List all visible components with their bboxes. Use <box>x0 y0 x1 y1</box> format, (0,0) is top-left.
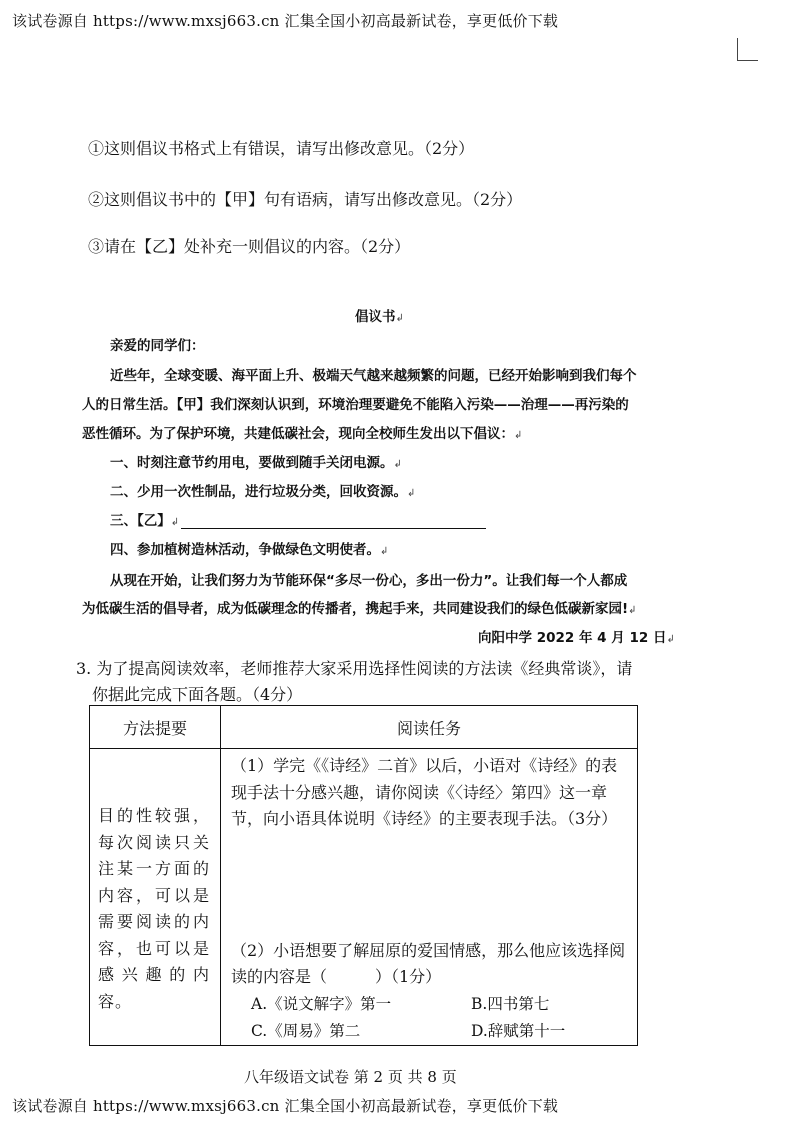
option-b[interactable]: B.四书第七 <box>471 994 550 1013</box>
proposal-title: 倡议书↲ <box>355 309 404 325</box>
option-d[interactable]: D.辞赋第十一 <box>471 1021 566 1040</box>
reading-task-cell <box>221 749 638 1046</box>
question-3-stem: 3. 为了提高阅读效率，老师推荐大家采用选择性阅读的方法读《经典常谈》，请 <box>76 659 633 678</box>
answer-blank-line[interactable] <box>181 514 486 529</box>
proposal-item-1: 一、时刻注意节约用电，要做到随手关闭电源。↲ <box>110 455 402 471</box>
task-1-text: （1）学完《《诗经》二首》以后，小语对《诗经》的表现手法十分感兴趣，请你阅读《〈诗经〉第四》这一章节，向小语具体说明《诗经》的主要表现手法。（3分） <box>231 756 618 828</box>
sub-question-2: ②这则倡议书中的【甲】句有语病，请写出修改意见。（2分） <box>88 190 523 209</box>
page-header-source: 该试卷源自 https://www.mxsj663.cn 汇集全国小初高最新试卷，享更低价下载 <box>12 12 559 30</box>
page-footer-source: 该试卷源自 https://www.mxsj663.cn 汇集全国小初高最新试卷，享更低价下载 <box>12 1097 559 1115</box>
proposal-paragraph-line: 恶性循环。为了保护环境，共建低碳社会，现向全校师生发出以下倡议：↲ <box>82 426 523 442</box>
proposal-item-3: 三、【乙】↲ <box>110 509 486 529</box>
proposal-greeting: 亲爱的同学们： <box>110 338 205 354</box>
proposal-signature: 向阳中学 2022 年 4 月 12 日↲ <box>478 630 675 646</box>
question-3-stem: 你据此完成下面各题。（4分） <box>92 685 303 704</box>
method-summary-cell <box>90 749 221 1046</box>
reading-task-table <box>89 705 638 1046</box>
page-number-info: 八年级语文试卷 第 2 页 共 8 页 <box>244 1068 457 1086</box>
proposal-paragraph-line: 为低碳生活的倡导者，成为低碳理念的传播者，携起手来，共同建设我们的绿色低碳新家园!↲ <box>82 601 637 617</box>
sub-question-3: ③请在【乙】处补充一则倡议的内容。（2分） <box>88 237 411 256</box>
method-summary-text: 目的性较强，每次阅读只关注某一方面的内容，可以是需要阅读的内容，也可以是感兴趣的内容。 <box>98 806 210 1011</box>
proposal-paragraph-line: 从现在开始，让我们努力为节能环保“多尽一份心，多出一份力”。让我们每一个人都成 <box>110 573 628 589</box>
proposal-paragraph-line: 人的日常生活。【甲】我们深刻认识到，环境治理要避免不能陷入污染——治理——再污染的 <box>82 397 629 413</box>
table-header-method: 方法提要 <box>90 706 221 749</box>
corner-mark <box>737 38 758 61</box>
sub-question-1: ①这则倡议书格式上有错误，请写出修改意见。（2分） <box>88 139 475 158</box>
task-2-text: （2）小语想要了解屈原的爱国情感，那么他应该选择阅读的内容是（ ）（1分） <box>231 940 626 986</box>
task-2-options <box>221 991 637 1045</box>
option-a[interactable]: A.《说文解字》第一 <box>251 994 392 1013</box>
table-header-task: 阅读任务 <box>221 706 638 749</box>
option-c[interactable]: C.《周易》第二 <box>251 1021 361 1040</box>
proposal-item-4: 四、参加植树造林活动，争做绿色文明使者。↲ <box>110 542 389 558</box>
proposal-item-2: 二、少用一次性制品，进行垃圾分类，回收资源。↲ <box>110 484 416 500</box>
task-1-answer-space[interactable] <box>221 833 637 938</box>
proposal-paragraph-line: 近些年，全球变暖、海平面上升、极端天气越来越频繁的问题，已经开始影响到我们每个 <box>110 368 637 384</box>
